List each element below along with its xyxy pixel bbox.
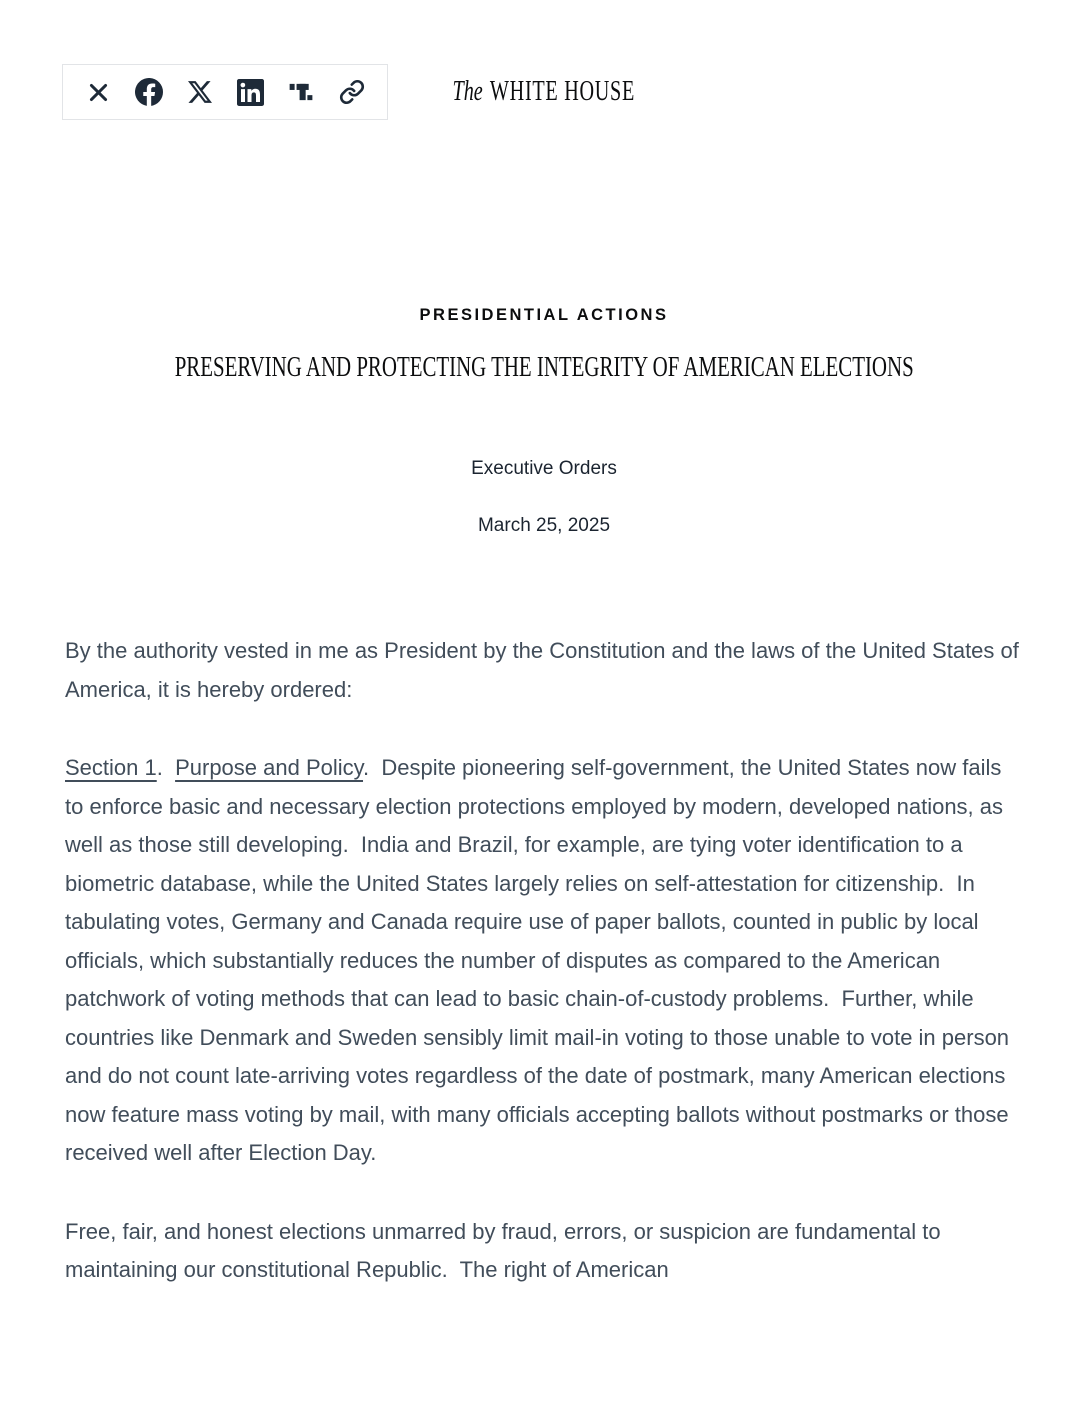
separator-text: . — [156, 755, 176, 780]
page-title-text: PRESERVING AND PROTECTING THE INTEGRITY OF AMERICAN ELECTIONS — [174, 351, 914, 383]
purpose-and-policy-heading: Purpose and Policy — [175, 755, 364, 780]
logo-the: The — [452, 76, 483, 107]
category-executive-orders[interactable]: Executive Orders — [471, 458, 617, 479]
paragraph-text: Free, fair, and honest elections unmarred by fraud, errors, or suspicion are fundamental to maintaining our constitutional Republic. The right of American — [65, 1218, 947, 1282]
whitehouse-logo[interactable] — [0, 76, 1088, 108]
masthead — [0, 0, 1088, 120]
paragraph-text: By the authority vested in me as President by the Constitution and the laws of the United States of America, it is hereby ordered: — [65, 638, 1024, 702]
article-date: March 25, 2025 — [477, 515, 611, 536]
logo-white-house: WHITE HOUSE — [490, 76, 636, 107]
section-1-label: Section 1 — [65, 755, 157, 780]
paragraph-text: . Despite pioneering self-government, the United States now fails to enforce basic and necessary election protections employed by modern, developed nations, as well as those still developing. India and Brazil, for example, are tying voter identification to a biometric database, while the United States largely relies on self-attestation for citizenship. In tabulating votes, Germany and Canada require use of paper ballots, counted in public by local officials, which substantially reduces the number of disputes as compared to the American patchwork of voting methods that can lead to basic chain-of-custody problems. Further, while countries like Denmark and Sweden sensibly limit mail-in voting to those unable to vote in person and do not count late-arriving votes regardless of the date of postmark, many American elections now feature mass voting by mail, with many officials accepting ballots without postmarks or those received well after Election Day. — [65, 755, 1016, 1165]
breadcrumb-presidential-actions[interactable]: PRESIDENTIAL ACTIONS — [419, 306, 669, 324]
body-paragraph-authority — [65, 632, 1023, 709]
body-paragraph-section-1 — [65, 749, 1023, 1173]
page-title — [0, 349, 1088, 385]
article-body — [65, 632, 1023, 1290]
body-paragraph-free-fair — [65, 1213, 1023, 1290]
